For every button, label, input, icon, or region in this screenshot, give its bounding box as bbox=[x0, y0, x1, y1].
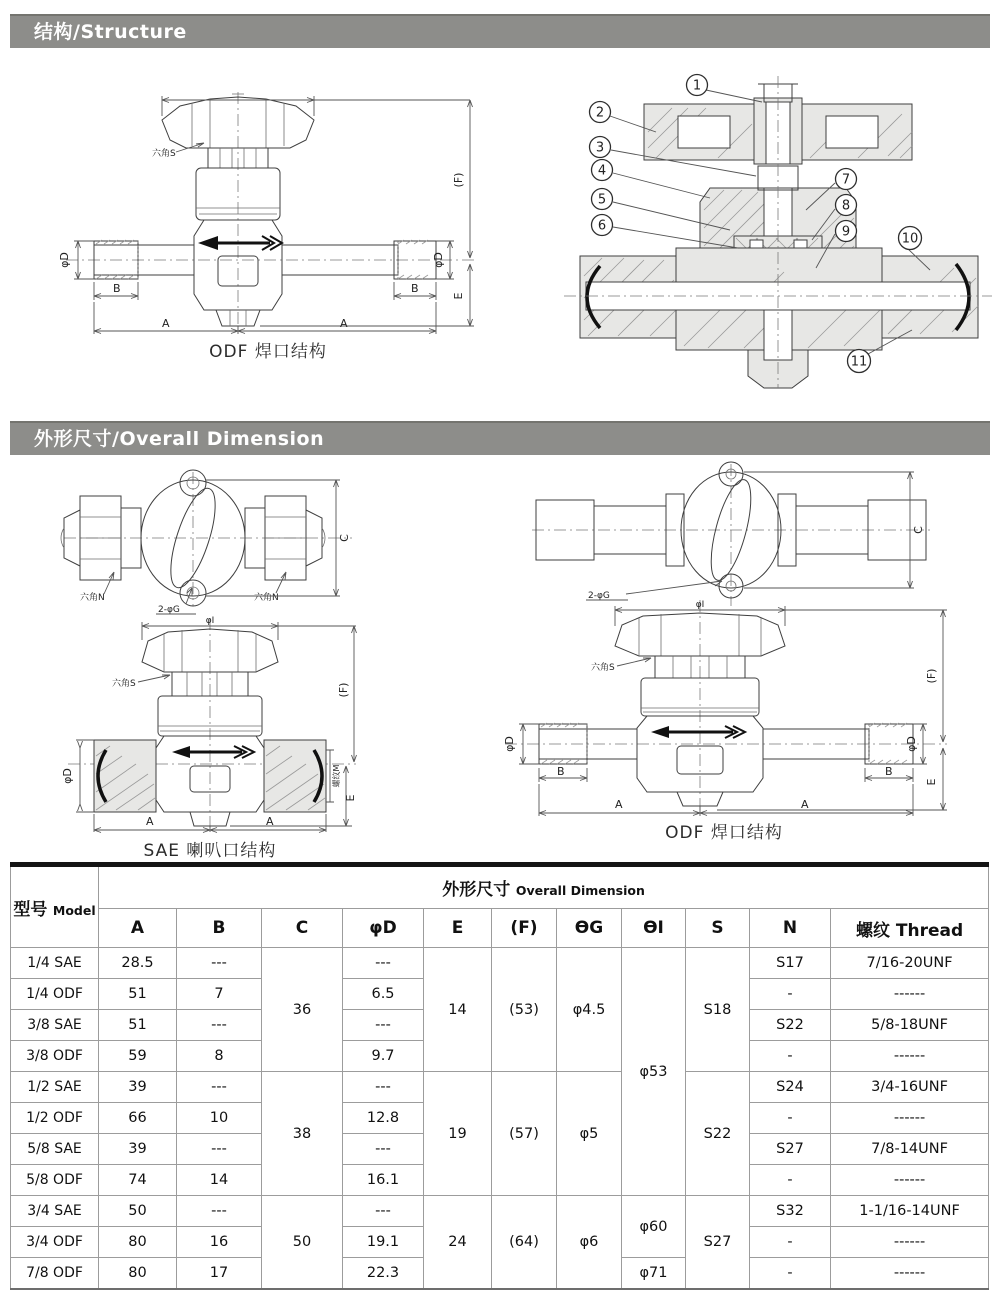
dim-b-left-label: B bbox=[113, 282, 121, 295]
cell-c-merged: 38 bbox=[262, 1072, 343, 1196]
svg-text:10: 10 bbox=[901, 231, 919, 247]
column-header-g: ƟG bbox=[557, 909, 622, 948]
cell-model: 3/4 ODF bbox=[11, 1227, 99, 1258]
dim-a-left-label: A bbox=[615, 798, 623, 811]
cell-b: 10 bbox=[177, 1103, 262, 1134]
cell-s-merged: S22 bbox=[686, 1072, 750, 1196]
cell-i-merged: φ53 bbox=[622, 948, 686, 1196]
flow-arrow bbox=[651, 726, 745, 738]
cell-n: S22 bbox=[750, 1010, 831, 1041]
dim-phid-right-label: φD bbox=[432, 252, 445, 268]
dimension-section-banner bbox=[10, 421, 990, 455]
cell-f-merged: (53) bbox=[492, 948, 557, 1072]
dimension-table bbox=[10, 862, 989, 1290]
column-header-f: (F) bbox=[492, 909, 557, 948]
group-header-cn: 外形尺寸 bbox=[442, 880, 511, 900]
svg-text:8: 8 bbox=[841, 198, 851, 214]
thread-m-label: 螺纹M bbox=[332, 764, 341, 788]
cell-b: 8 bbox=[177, 1041, 262, 1072]
dim-b-right-label: B bbox=[411, 282, 419, 295]
cell-thread: ------ bbox=[831, 1103, 989, 1134]
cell-n: S32 bbox=[750, 1196, 831, 1227]
cell-model: 1/2 SAE bbox=[11, 1072, 99, 1103]
cell-thread: 7/16-20UNF bbox=[831, 948, 989, 979]
cell-b: --- bbox=[177, 1134, 262, 1165]
dim-b-left-label: B bbox=[557, 765, 565, 778]
cell-g-merged: φ5 bbox=[557, 1072, 622, 1196]
group-header-overall-dimension bbox=[99, 865, 989, 909]
dim-phii-label: φI bbox=[695, 600, 705, 610]
dim-phid-label: φD bbox=[61, 768, 74, 784]
cell-thread: ------ bbox=[831, 1258, 989, 1290]
right-tube bbox=[763, 723, 913, 764]
cell-b: --- bbox=[177, 948, 262, 979]
cell-thread: ------ bbox=[831, 1165, 989, 1196]
odf-structure-drawing bbox=[58, 88, 478, 335]
cell-a: 80 bbox=[99, 1227, 177, 1258]
cell-thread: ------ bbox=[831, 1227, 989, 1258]
two-phi-g-label: 2-φG bbox=[158, 605, 180, 615]
cell-thread: ------ bbox=[831, 1041, 989, 1072]
cell-d: 16.1 bbox=[343, 1165, 424, 1196]
cell-b: --- bbox=[177, 1010, 262, 1041]
dim-a-right-label: A bbox=[340, 317, 348, 330]
cell-d: 9.7 bbox=[343, 1041, 424, 1072]
cell-model: 3/8 SAE bbox=[11, 1010, 99, 1041]
left-tube bbox=[94, 240, 194, 279]
column-header-b: B bbox=[177, 909, 262, 948]
cell-d: --- bbox=[343, 1134, 424, 1165]
cell-n: S27 bbox=[750, 1134, 831, 1165]
model-header-en: Model bbox=[52, 902, 96, 918]
cell-b: --- bbox=[177, 1072, 262, 1103]
cell-g-merged: φ4.5 bbox=[557, 948, 622, 1072]
structure-section-banner bbox=[10, 14, 990, 48]
svg-text:9: 9 bbox=[841, 224, 851, 240]
cell-d: --- bbox=[343, 1072, 424, 1103]
cell-d: 19.1 bbox=[343, 1227, 424, 1258]
cell-thread: ------ bbox=[831, 979, 989, 1010]
dim-c-label: C bbox=[338, 534, 351, 542]
table-row bbox=[11, 1072, 989, 1103]
cell-thread: 1-1/16-14UNF bbox=[831, 1196, 989, 1227]
cell-d: --- bbox=[343, 1196, 424, 1227]
cell-n: - bbox=[750, 1041, 831, 1072]
cell-i: φ71 bbox=[622, 1258, 686, 1290]
cell-n: S17 bbox=[750, 948, 831, 979]
cell-n: - bbox=[750, 1103, 831, 1134]
svg-text:1: 1 bbox=[692, 78, 702, 94]
svg-text:3: 3 bbox=[595, 140, 605, 156]
group-header-en: Overall Dimension bbox=[515, 883, 645, 898]
column-header-i: ƟI bbox=[622, 909, 686, 948]
model-header-cn: 型号 bbox=[13, 899, 48, 920]
cell-a: 39 bbox=[99, 1072, 177, 1103]
cell-n: - bbox=[750, 1258, 831, 1290]
cell-d: --- bbox=[343, 1010, 424, 1041]
cell-thread: 5/8-18UNF bbox=[831, 1010, 989, 1041]
cell-a: 74 bbox=[99, 1165, 177, 1196]
cell-a: 28.5 bbox=[99, 948, 177, 979]
cell-s-merged: S18 bbox=[686, 948, 750, 1072]
right-tube bbox=[282, 240, 436, 279]
table-row bbox=[11, 1196, 989, 1227]
svg-text:7: 7 bbox=[841, 172, 851, 188]
cell-a: 51 bbox=[99, 1010, 177, 1041]
odf-structure-caption: ODF 焊口结构 bbox=[209, 342, 327, 362]
dim-phid-right-label: φD bbox=[905, 736, 918, 752]
table-row bbox=[11, 948, 989, 979]
hex-s-label: 六角S bbox=[112, 679, 136, 689]
cell-s-merged: S27 bbox=[686, 1196, 750, 1290]
cell-model: 5/8 SAE bbox=[11, 1134, 99, 1165]
cell-e-merged: 14 bbox=[424, 948, 492, 1072]
column-header-n: N bbox=[750, 909, 831, 948]
cell-model: 1/4 ODF bbox=[11, 979, 99, 1010]
flow-arrow bbox=[172, 746, 254, 758]
dim-e-label: E bbox=[344, 794, 357, 802]
dim-b-right-label: B bbox=[885, 765, 893, 778]
cell-b: 16 bbox=[177, 1227, 262, 1258]
hex-n-right-label: 六角N bbox=[254, 593, 279, 603]
cell-e-merged: 24 bbox=[424, 1196, 492, 1290]
cell-a: 50 bbox=[99, 1196, 177, 1227]
two-phi-g-label: 2-φG bbox=[588, 591, 610, 601]
cell-model: 5/8 ODF bbox=[11, 1165, 99, 1196]
sae-front-view-drawing bbox=[60, 614, 360, 834]
cell-a: 66 bbox=[99, 1103, 177, 1134]
cell-model: 3/8 ODF bbox=[11, 1041, 99, 1072]
cell-b: --- bbox=[177, 1196, 262, 1227]
svg-text:11: 11 bbox=[850, 354, 868, 370]
left-tube bbox=[539, 723, 637, 764]
cell-n: - bbox=[750, 979, 831, 1010]
svg-text:6: 6 bbox=[597, 218, 607, 234]
hex-n-left-label: 六角N bbox=[80, 593, 105, 603]
dim-a-right-label: A bbox=[801, 798, 809, 811]
svg-text:4: 4 bbox=[597, 163, 607, 179]
cell-b: 14 bbox=[177, 1165, 262, 1196]
cross-section-drawing bbox=[558, 70, 998, 390]
column-header-s: S bbox=[686, 909, 750, 948]
hex-s-label: 六角S bbox=[152, 149, 176, 159]
cell-f-merged: (57) bbox=[492, 1072, 557, 1196]
cell-a: 80 bbox=[99, 1258, 177, 1290]
cell-a: 51 bbox=[99, 979, 177, 1010]
left-flare-nut bbox=[94, 740, 156, 812]
dim-phid-left-label: φD bbox=[58, 252, 71, 268]
sae-front-caption: SAE 喇叭口结构 bbox=[143, 841, 277, 861]
dim-c-label: C bbox=[912, 526, 925, 534]
cell-d: 12.8 bbox=[343, 1103, 424, 1134]
sae-top-view-drawing bbox=[58, 466, 358, 616]
dim-f-label: (F) bbox=[337, 682, 350, 698]
flow-arrow bbox=[198, 236, 282, 250]
callout-1 bbox=[687, 75, 763, 103]
odf-front-view-drawing bbox=[495, 596, 953, 818]
dim-phid-left-label: φD bbox=[503, 736, 516, 752]
column-header-e: E bbox=[424, 909, 492, 948]
dim-e-label: E bbox=[452, 292, 465, 300]
hex-s-label: 六角S bbox=[591, 663, 615, 673]
cell-d: 22.3 bbox=[343, 1258, 424, 1290]
right-flare-nut bbox=[264, 740, 326, 812]
cell-model: 1/2 ODF bbox=[11, 1103, 99, 1134]
dim-phii-label: φI bbox=[205, 616, 215, 626]
cell-n: - bbox=[750, 1165, 831, 1196]
column-header-a: A bbox=[99, 909, 177, 948]
structure-section-title: 结构/Structure bbox=[34, 21, 187, 43]
cell-d: --- bbox=[343, 948, 424, 979]
cell-i-merged: φ60 bbox=[622, 1196, 686, 1258]
dim-a-left-label: A bbox=[146, 815, 154, 828]
dimension-section-title: 外形尺寸/Overall Dimension bbox=[34, 428, 325, 450]
table-header-row-2 bbox=[11, 909, 989, 948]
column-header-model bbox=[11, 865, 99, 948]
cell-d: 6.5 bbox=[343, 979, 424, 1010]
cell-model: 3/4 SAE bbox=[11, 1196, 99, 1227]
table-header-row-1 bbox=[11, 865, 989, 909]
cell-thread: 3/4-16UNF bbox=[831, 1072, 989, 1103]
cell-a: 39 bbox=[99, 1134, 177, 1165]
cell-b: 17 bbox=[177, 1258, 262, 1290]
cell-c-merged: 50 bbox=[262, 1196, 343, 1290]
cell-f-merged: (64) bbox=[492, 1196, 557, 1290]
column-header-d: φD bbox=[343, 909, 424, 948]
dim-f-label: (F) bbox=[452, 172, 465, 188]
dim-f-label: (F) bbox=[925, 668, 938, 684]
cell-model: 1/4 SAE bbox=[11, 948, 99, 979]
cell-e-merged: 19 bbox=[424, 1072, 492, 1196]
column-header-thread: 螺纹 Thread bbox=[831, 909, 989, 948]
cell-model: 7/8 ODF bbox=[11, 1258, 99, 1290]
odf-top-view-drawing bbox=[526, 460, 936, 610]
cell-g-merged: φ6 bbox=[557, 1196, 622, 1290]
dim-a-left-label: A bbox=[162, 317, 170, 330]
cell-thread: 7/8-14UNF bbox=[831, 1134, 989, 1165]
dim-a-right-label: A bbox=[266, 815, 274, 828]
cell-c-merged: 36 bbox=[262, 948, 343, 1072]
svg-text:5: 5 bbox=[597, 192, 607, 208]
odf-front-caption: ODF 焊口结构 bbox=[665, 823, 783, 843]
column-header-c: C bbox=[262, 909, 343, 948]
cell-n: S24 bbox=[750, 1072, 831, 1103]
cell-a: 59 bbox=[99, 1041, 177, 1072]
svg-text:2: 2 bbox=[595, 105, 605, 121]
cell-b: 7 bbox=[177, 979, 262, 1010]
cell-n: - bbox=[750, 1227, 831, 1258]
dim-e-label: E bbox=[925, 778, 938, 786]
